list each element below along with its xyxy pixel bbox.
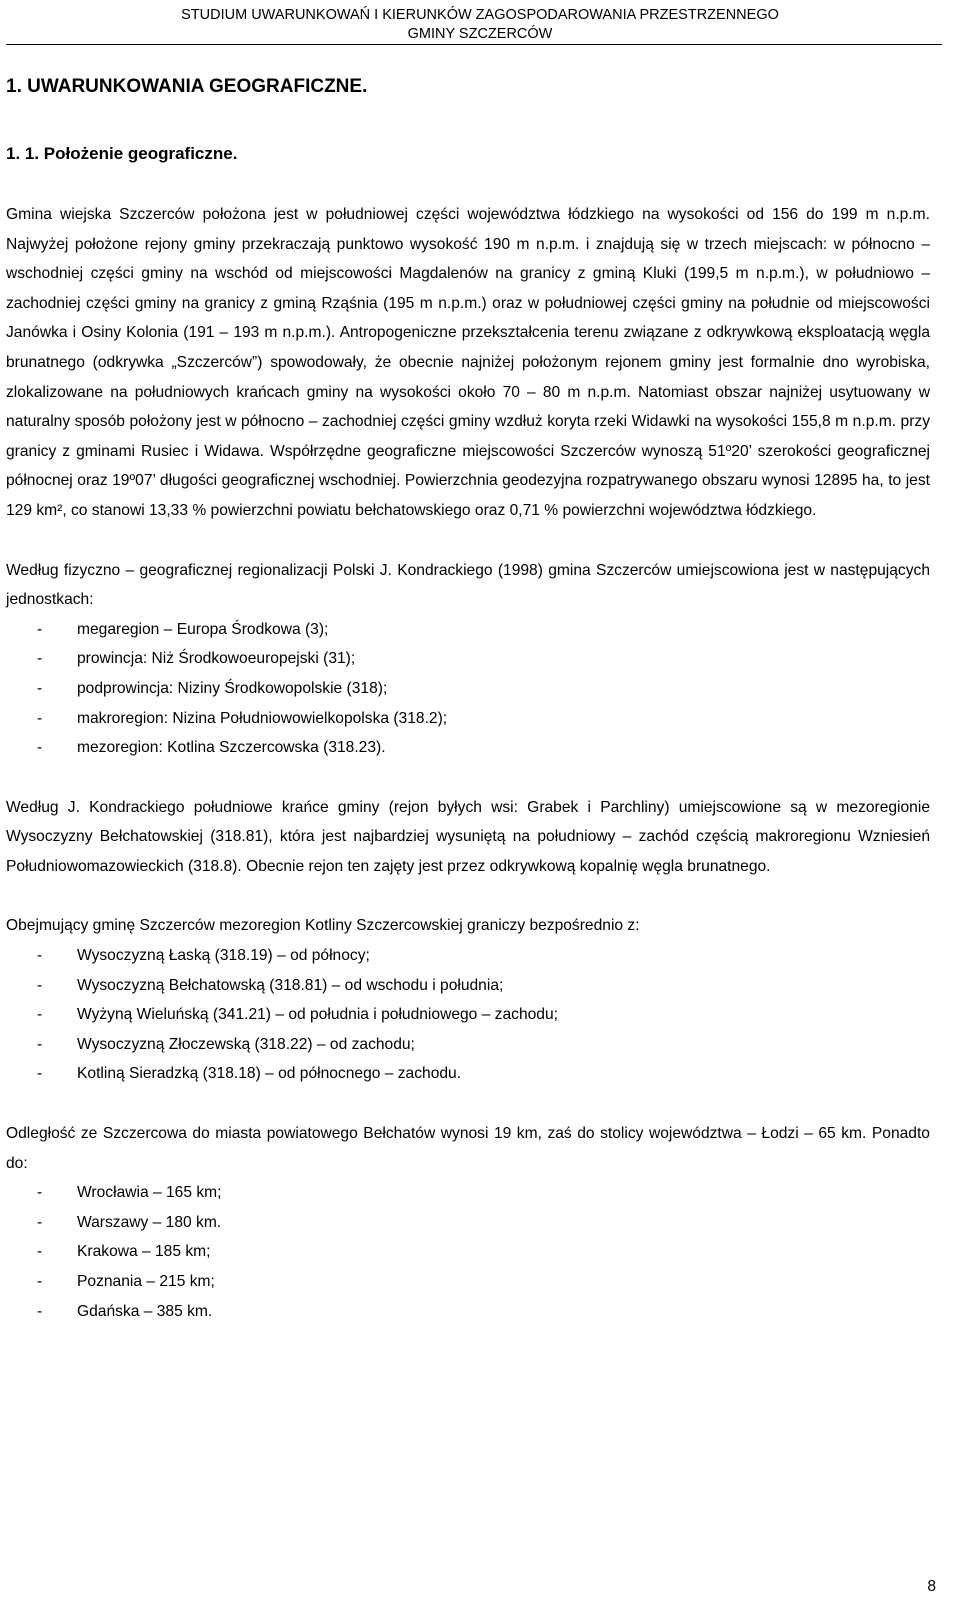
header-line-1: STUDIUM UWARUNKOWAŃ I KIERUNKÓW ZAGOSPODAROWANIA PRZESTRZENNEGO	[181, 7, 779, 23]
paragraph-southern-edge: Według J. Kondrackiego południowe krańce gminy (rejon byłych wsi: Grabek i Parchliny) umiejscowione są w mezoregionie Wysoczyzny Bełchatowskiej (318.81), która jest najbardziej wysuniętą na południowy – zachód częścią makroregionu Wzniesień Południowomazowieckich (318.8). Obecnie rejon ten zajęty jest przez odkrywkową kopalnię węgla brunatnego.	[6, 798, 930, 875]
paragraph-location: Gmina wiejska Szczerców położona jest w południowej części województwa łódzkiego na wysokości od 156 do 199 m n.p.m. Najwyżej położone rejony gminy przekraczają punktowo wysokość 190 m n.p.m. i znajdują się w trzech miejscach: w północno – wschodniej części gminy na wschód od miejscowości Magdalenów na granicy z gminą Kluki (199,5 m n.p.m.), w południowo – zachodniej części gminy na granicy z gminą Rząśnia (195 m n.p.m.) oraz w południowej części gminy na południe od miejscowości Janówka i Osiny Kolonia (191 – 193 m n.p.m.). Antropogeniczne przekształcenia terenu związane z odkrywkową eksploatacją węgla brunatnego (odkrywka „Szczerców”) spowodowały, że obecnie najniżej położonym rejonem gminy jest formalnie dno wyrobiska, zlokalizowane na południowych krańcach gminy na wysokości około 70 – 80 m n.p.m. Natomiast obszar najniżej usytuowany w naturalny sposób położony jest w północno – zachodniej części gminy wzdłuż koryta rzeki Widawki na wysokości 155,8 m n.p.m. przy granicy z gminami Rusiec i Widawa. Współrzędne geograficzne miejscowości Szczerców wynoszą 51º20’ szerokości geograficznej północnej oraz 19º07’ długości geograficznej wschodniej. Powierzchnia geodezyjna rozpatrywanego obszaru wynosi 12895 ha, to jest 129 km², co stanowi 13,33 % powierzchni powiatu bełchatowskiego oraz 0,71 % powierzchni województwa łódzkiego.	[6, 206, 930, 519]
document-body	[6, 200, 930, 1326]
list-item-text: Wysoczyzną Bełchatowską (318.81) – od wschodu i południa;	[77, 976, 504, 994]
list-marker: -	[37, 739, 43, 757]
list-marker: -	[37, 650, 43, 668]
list-item	[6, 1237, 930, 1267]
list-marker: -	[37, 1035, 43, 1053]
list-item-text: Gdańska – 385 km.	[77, 1302, 213, 1320]
list-item-text: mezoregion: Kotlina Szczercowska (318.23).	[77, 739, 386, 757]
header-line-2: GMINY SZCZERCÓW	[407, 26, 553, 42]
list-marker: -	[37, 709, 43, 727]
list-marker: -	[37, 620, 43, 638]
list-item	[6, 1178, 930, 1208]
list-item	[6, 1267, 930, 1297]
paragraph-neighbors-intro: Obejmujący gminę Szczerców mezoregion Kotliny Szczercowskiej graniczy bezpośrednio z:	[6, 917, 640, 935]
list-item	[6, 615, 930, 645]
list-marker: -	[37, 1302, 43, 1320]
list-item	[6, 1208, 930, 1238]
list-item	[6, 704, 930, 734]
list-marker: -	[37, 1243, 43, 1261]
list-item	[6, 1000, 930, 1030]
document-header	[0, 6, 960, 44]
list-item-text: makroregion: Nizina Południowowielkopolska (318.2);	[77, 709, 448, 727]
list-item-text: Wrocławia – 165 km;	[77, 1184, 222, 1202]
paragraph-regionalization: Według fizyczno – geograficznej regionalizacji Polski J. Kondrackiego (1998) gmina Szczerców umiejscowiona jest w następujących jednostkach:	[6, 561, 930, 609]
header-rule	[6, 44, 942, 45]
list-item-text: Kotliną Sieradzką (318.18) – od północnego – zachodu.	[77, 1065, 462, 1083]
regions-list	[6, 615, 930, 763]
section-title: 1. UWARUNKOWANIA GEOGRAFICZNE.	[6, 76, 368, 97]
list-item-text: Wysoczyzną Łaską (318.19) – od północy;	[77, 947, 370, 965]
list-marker: -	[37, 1184, 43, 1202]
list-item	[6, 1059, 930, 1089]
neighbors-list	[6, 941, 930, 1089]
list-marker: -	[37, 947, 43, 965]
list-item-text: megaregion – Europa Środkowa (3);	[77, 620, 329, 638]
list-marker: -	[37, 679, 43, 697]
list-item-text: Wyżyną Wieluńską (341.21) – od południa i południowego – zachodu;	[77, 1006, 558, 1024]
list-item	[6, 941, 930, 971]
list-item	[6, 971, 930, 1001]
list-item	[6, 644, 930, 674]
list-item-text: Poznania – 215 km;	[77, 1273, 215, 1290]
list-marker: -	[37, 1006, 43, 1024]
list-item-text: prowincja: Niż Środkowoeuropejski (31);	[77, 650, 356, 668]
list-item-text: podprowincja: Niziny Środkowopolskie (318);	[77, 679, 388, 697]
list-item	[6, 674, 930, 704]
page-number: 8	[927, 1578, 936, 1595]
list-marker: -	[37, 1273, 43, 1290]
list-marker: -	[37, 1065, 43, 1083]
distances-list	[6, 1178, 930, 1326]
paragraph-distances-intro: Odległość ze Szczercowa do miasta powiatowego Bełchatów wynosi 19 km, zaś do stolicy województwa – Łodzi – 65 km. Ponadto do:	[6, 1125, 930, 1172]
list-item	[6, 733, 930, 763]
list-item-text: Wysoczyzną Złoczewską (318.22) – od zachodu;	[77, 1035, 415, 1053]
list-item-text: Krakowa – 185 km;	[77, 1243, 211, 1261]
list-marker: -	[37, 1213, 43, 1231]
list-item	[6, 1030, 930, 1060]
list-item	[6, 1297, 930, 1327]
list-marker: -	[37, 976, 43, 994]
list-item-text: Warszawy – 180 km.	[77, 1213, 222, 1231]
subsection-title: 1. 1. Położenie geograficzne.	[6, 144, 238, 163]
